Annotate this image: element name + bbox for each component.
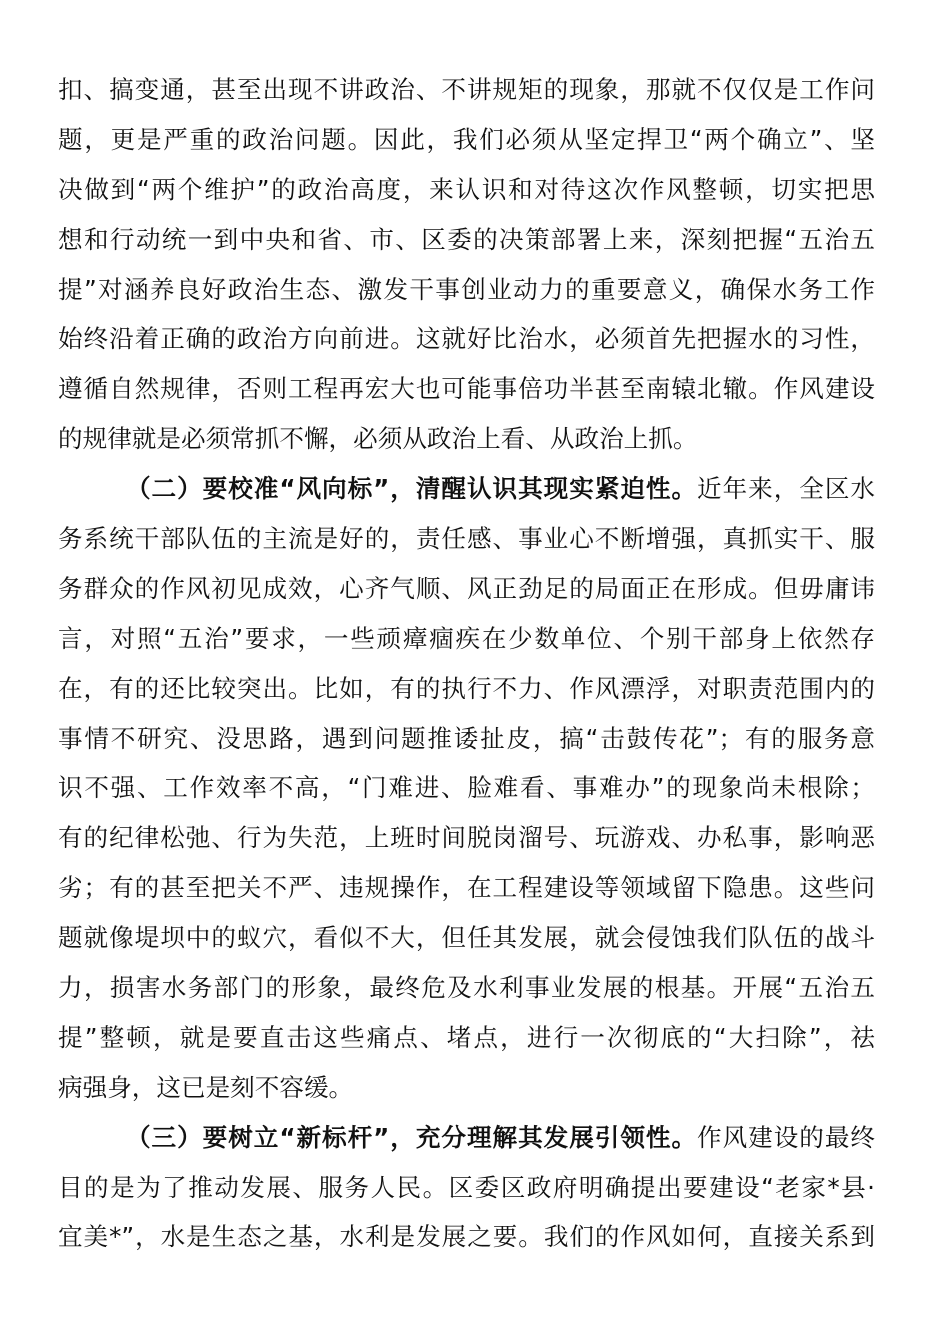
text-line: 题，更是严重的政治问题。因此，我们必须从坚定捍卫“两个确立”、坚 [58, 124, 875, 154]
text-line: 提”整顿，就是要直击这些痛点、堵点，进行一次彻底的“大扫除”，祛 [58, 1022, 875, 1052]
text-line: 提”对涵养良好政治生态、激发干事创业动力的重要意义，确保水务工作 [58, 274, 875, 304]
text-line: 在，有的还比较突出。比如，有的执行不力、作风漂浮，对职责范围内的 [58, 673, 875, 703]
text-line: 识不强、工作效率不高，“门难进、脸难看、事难办”的现象尚未根除； [58, 773, 875, 803]
text-line: 想和行动统一到中央和省、市、区委的决策部署上来，深刻把握“五治五 [58, 224, 875, 254]
text-line: 题就像堤坝中的蚁穴，看似不大，但任其发展，就会侵蚀我们队伍的战斗 [58, 923, 875, 953]
section-heading: （二）要校准“风向标”，清醒认识其现实紧迫性。 [126, 474, 698, 504]
text-line: 病强身，这已是刻不容缓。 [58, 1072, 354, 1102]
text-line: 目的是为了推动发展、服务人民。区委区政府明确提出要建设“老家*县· [58, 1172, 875, 1202]
text-line: 扣、搞变通，甚至出现不讲政治、不讲规矩的现象，那就不仅仅是工作问 [58, 75, 875, 104]
section-heading: （三）要树立“新标杆”，充分理解其发展引领性。 [126, 1122, 698, 1152]
text-line: 有的纪律松弛、行为失范，上班时间脱岗溜号、玩游戏、办私事，影响恶 [58, 823, 875, 853]
text-line: 遵循自然规律，否则工程再宏大也可能事倍功半甚至南辕北辙。作风建设 [58, 374, 875, 404]
text-line: 决做到“两个维护”的政治高度，来认识和对待这次作风整顿，切实把思 [58, 174, 875, 204]
paragraph-1 [58, 65, 875, 464]
heading-continuation: 近年来，全区水 [697, 474, 875, 504]
text-line: 的规律就是必须常抓不懈，必须从政治上看、从政治上抓。 [58, 424, 698, 454]
text-line: 力，损害水务部门的形象，最终危及水利事业发展的根基。开展“五治五 [58, 973, 875, 1003]
text-line: 始终沿着正确的政治方向前进。这就好比治水，必须首先把握水的习性， [58, 324, 875, 354]
paragraph-3 [58, 1113, 875, 1263]
heading-line [58, 1113, 875, 1163]
heading-continuation: 作风建设的最终 [697, 1122, 875, 1152]
heading-line [58, 464, 875, 514]
text-line: 宜美*”，水是生态之基，水利是发展之要。我们的作风如何，直接关系到 [58, 1222, 875, 1252]
document-page [58, 65, 875, 1262]
text-line: 务系统干部队伍的主流是好的，责任感、事业心不断增强，真抓实干、服 [58, 524, 875, 554]
text-line: 务群众的作风初见成效，心齐气顺、风正劲足的局面正在形成。但毋庸讳 [58, 573, 875, 603]
text-line: 言，对照“五治”要求，一些顽瘴痼疾在少数单位、个别干部身上依然存 [58, 623, 875, 653]
text-line: 劣；有的甚至把关不严、违规操作，在工程建设等领域留下隐患。这些问 [58, 873, 875, 903]
paragraph-2 [58, 464, 875, 1113]
text-line: 事情不研究、没思路，遇到问题推诿扯皮，搞“击鼓传花”；有的服务意 [58, 723, 875, 753]
